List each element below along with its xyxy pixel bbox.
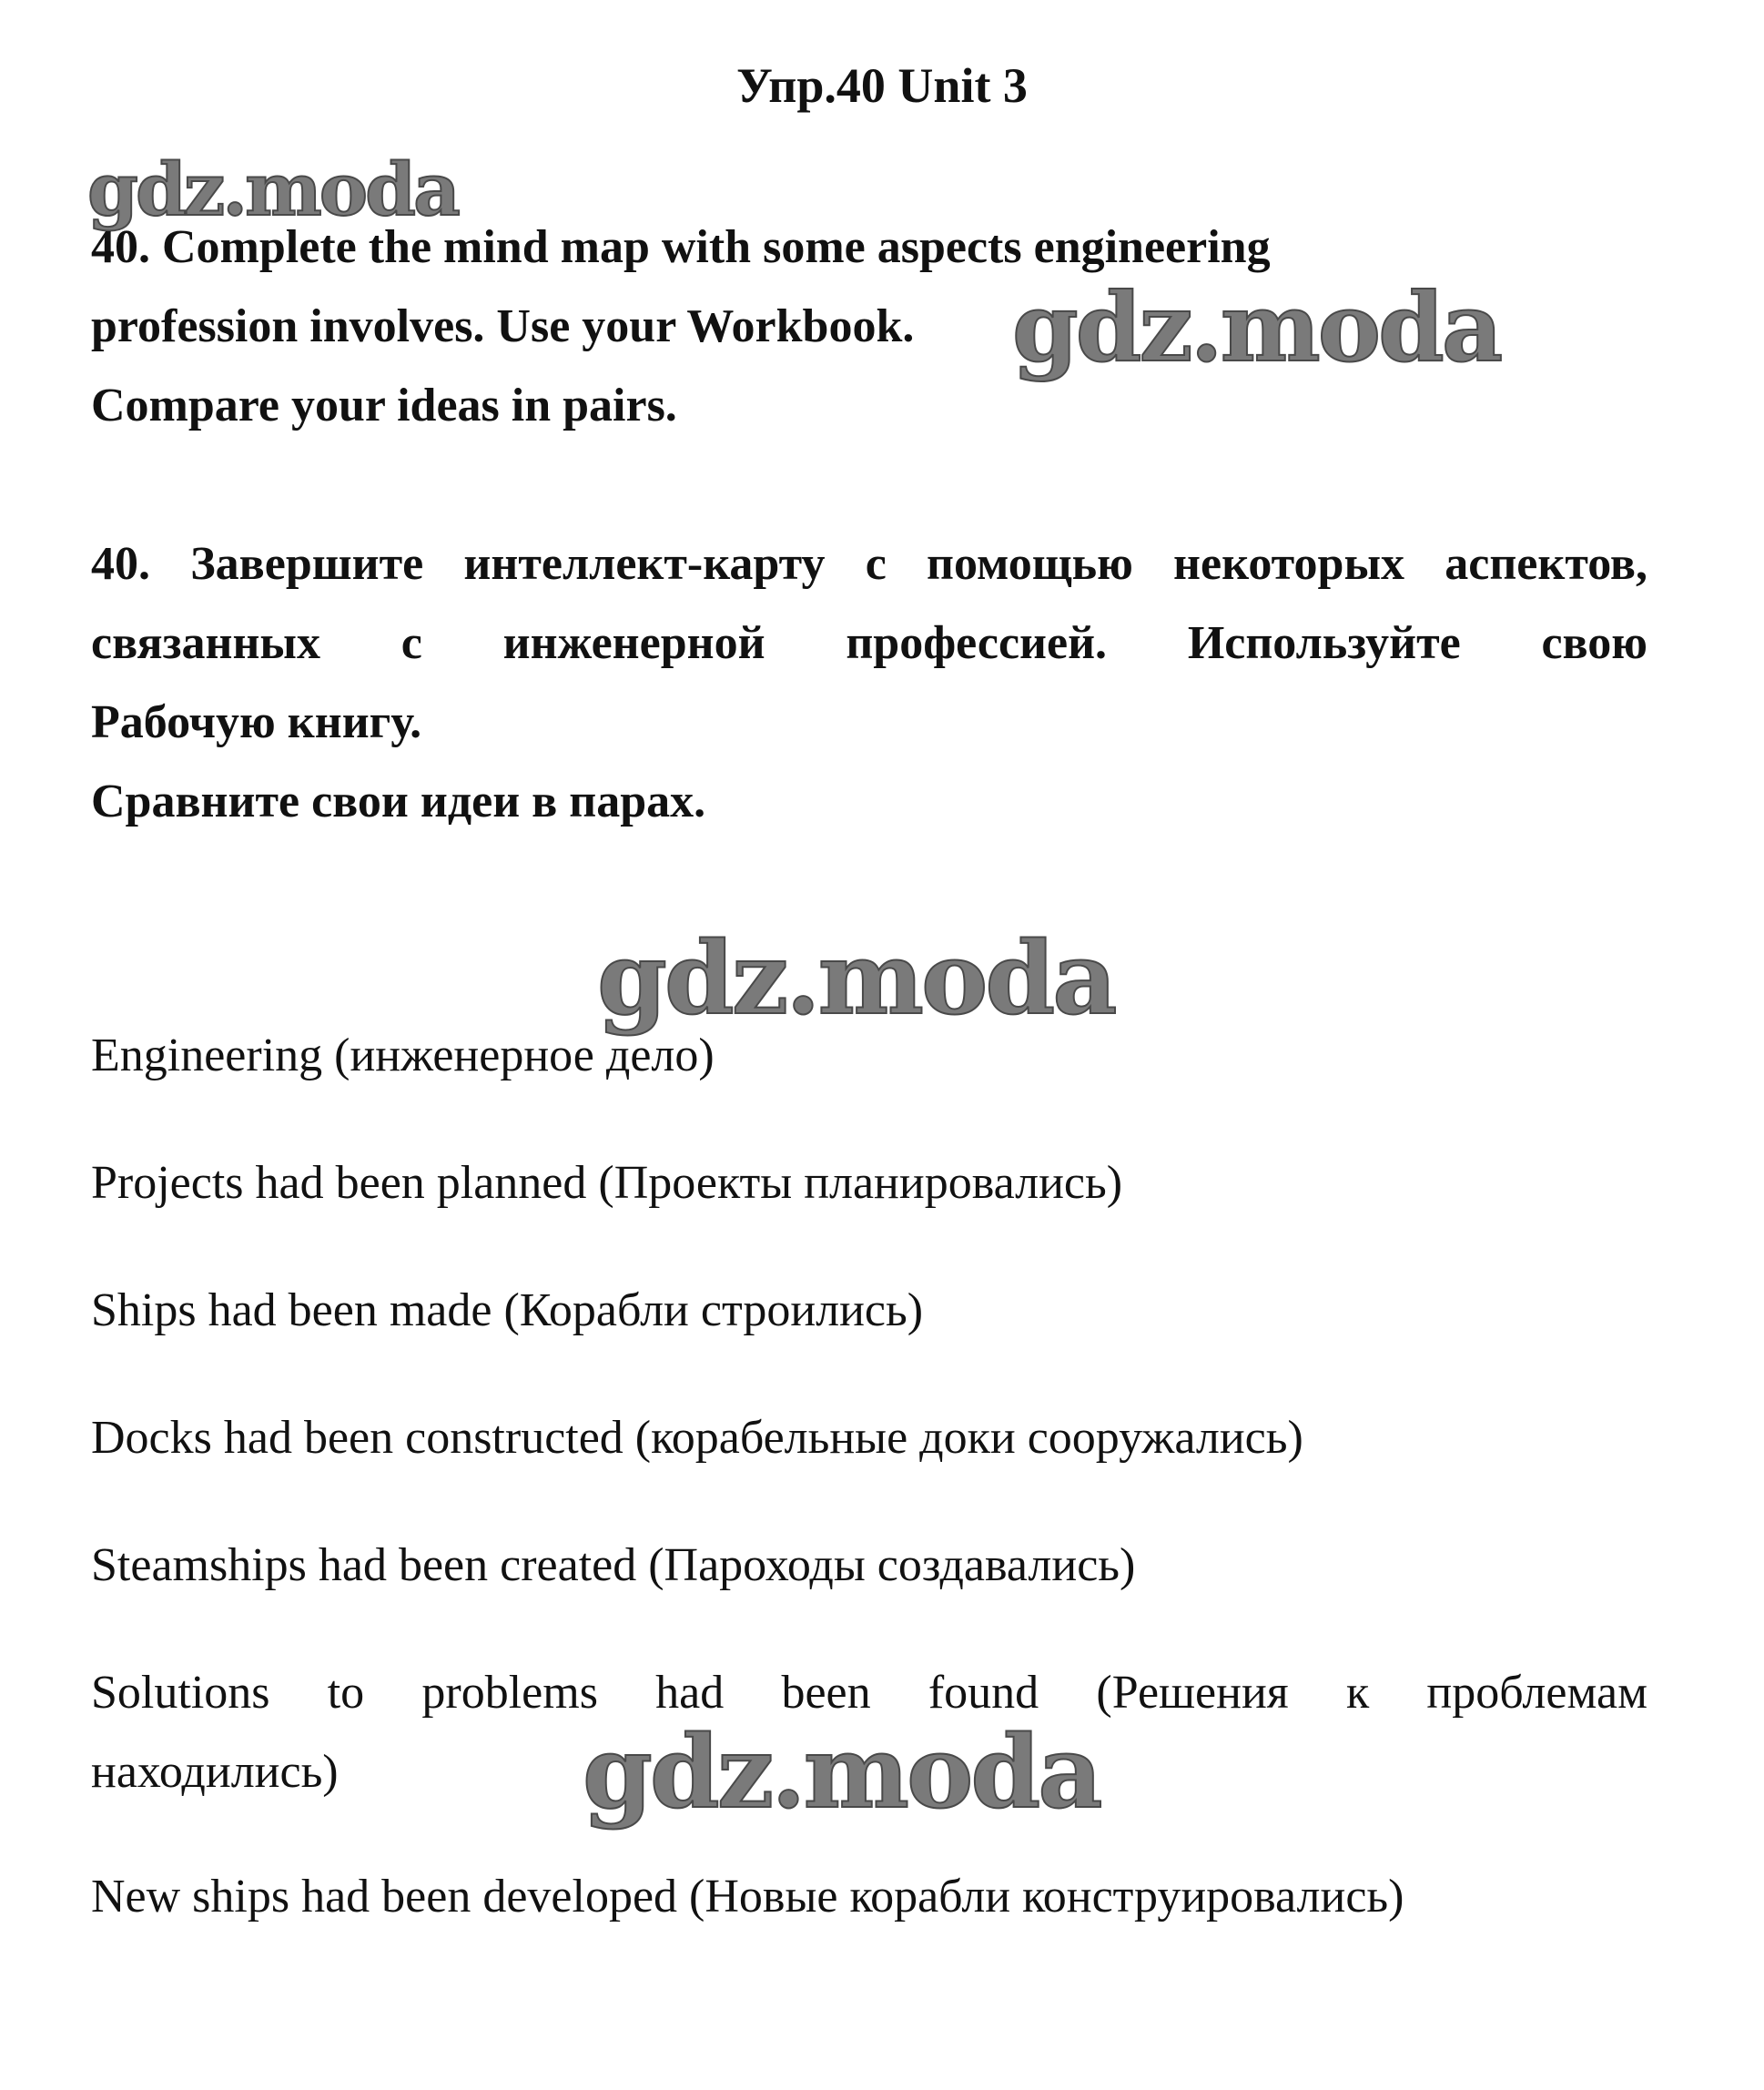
page-title: Упр.40 Unit 3 <box>736 58 1028 113</box>
answer-item: Ships had been made (Корабли строились) <box>91 1284 924 1336</box>
answer-item-line: находились) <box>91 1746 339 1798</box>
answer-item <box>91 1653 1647 1811</box>
watermark-logo: gdz.moda <box>87 147 458 232</box>
watermark-logo: gdz.moda <box>1012 271 1501 383</box>
answer-item: New ships had been developed (Новые корабли конструировались) <box>91 1871 1404 1923</box>
answer-item-line: Solutions to problems had been found (Решения к проблемам <box>91 1667 1647 1719</box>
task-instructions-russian <box>91 524 1647 841</box>
task-en-line: Compare your ideas in pairs. <box>91 380 677 431</box>
task-en-line: profession involves. Use your Workbook. <box>91 300 915 352</box>
answer-item: Docks had been constructed (корабельные доки сооружались) <box>91 1412 1303 1464</box>
task-en-line: 40. Complete the mind map with some aspects engineering <box>91 221 1271 273</box>
answer-item: Steamships had been created (Пароходы создавались) <box>91 1539 1136 1591</box>
task-ru-line: 40. Завершите интеллект-карту с помощью некоторых аспектов, <box>91 538 1647 590</box>
task-instructions-english <box>91 208 1647 445</box>
watermark-logo: gdz.moda <box>597 919 1115 1037</box>
task-ru-line: связанных с инженерной профессией. Используйте свою <box>91 617 1647 669</box>
mind-map-center: Engineering (инженерное дело) <box>91 1030 715 1081</box>
watermark-logo: gdz.moda <box>583 1713 1100 1831</box>
task-ru-line: Рабочую книгу. <box>91 696 422 748</box>
answer-item: Projects had been planned (Проекты планировались) <box>91 1157 1123 1209</box>
task-ru-line: Сравните свои идеи в парах. <box>91 776 706 827</box>
